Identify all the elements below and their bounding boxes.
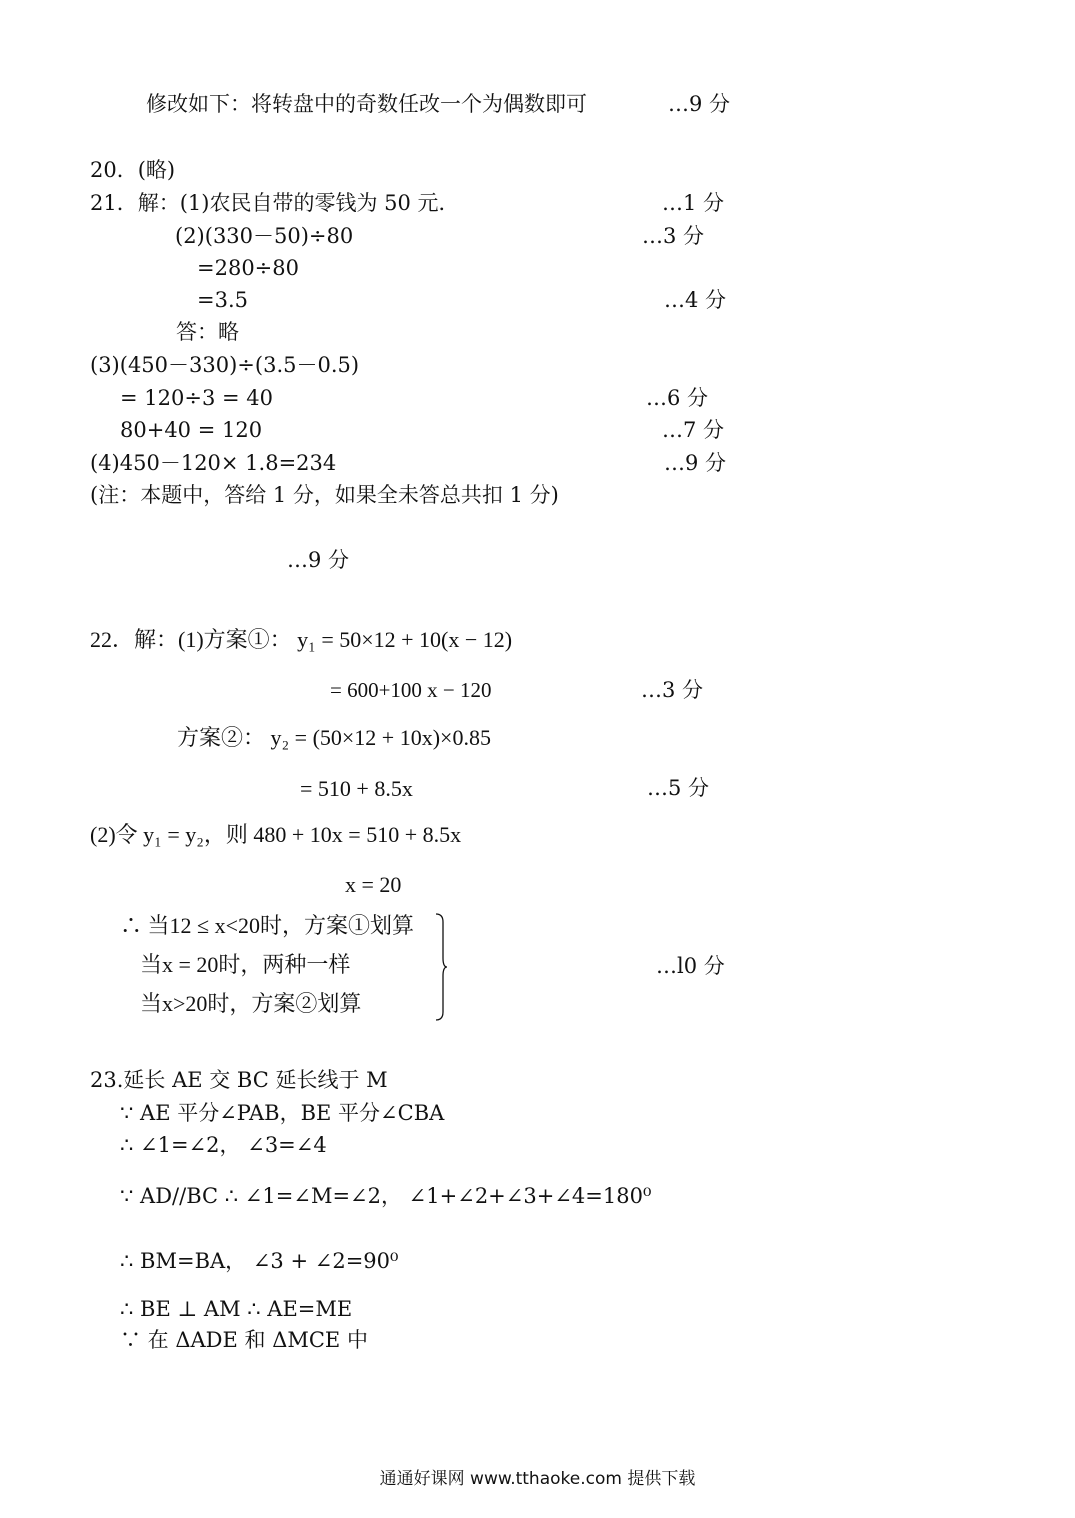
text-line: =3.5 xyxy=(197,288,248,312)
text-line: 修改如下：将转盘中的奇数任改一个为偶数即可 xyxy=(146,92,587,116)
score-mark: …9 分 xyxy=(668,92,731,116)
score-mark: …1 分 xyxy=(662,191,725,215)
score-mark: …7 分 xyxy=(662,418,725,442)
score-mark: …l0 分 xyxy=(656,954,725,978)
text-line: (2)(330－50)÷80 xyxy=(175,224,354,248)
text-line: 当x>20时，方案②划算 xyxy=(140,991,362,1016)
text-line: = 120÷3 = 40 xyxy=(120,386,273,410)
text-line: (2)令 y₁ = y₂，则 480 + 10x = 510 + 8.5x xyxy=(90,822,462,847)
text-line: ∴ 当12 ≤ x<20时，方案①划算 xyxy=(120,913,414,938)
text-line: (3)(450－330)÷(3.5－0.5) xyxy=(90,353,360,377)
text-line: 20．(略) xyxy=(90,158,176,182)
text-line: (4)450－120× 1.8=234 xyxy=(90,451,337,475)
score-mark: …9 分 xyxy=(664,451,727,475)
text-line: 80+40 = 120 xyxy=(120,418,263,442)
text-line: ∴ ∠1=∠2， ∠3=∠4 xyxy=(120,1133,327,1157)
text-line: ∵ AE 平分∠PAB，BE 平分∠CBA xyxy=(120,1101,445,1125)
right-brace xyxy=(434,912,448,1022)
text-line: 23.延长 AE 交 BC 延长线于 M xyxy=(90,1068,388,1092)
text-line: ∵ 在 ΔADE 和 ΔMCE 中 xyxy=(120,1328,368,1352)
text-line: = 510 + 8.5x xyxy=(300,776,413,801)
text-line: (注：本题中，答给 1 分，如果全未答总共扣 1 分) xyxy=(90,483,559,507)
text-line: =280÷80 xyxy=(197,256,299,280)
text-line: 答：略 xyxy=(176,320,239,344)
page-footer: 通通好课网 www.tthaoke.com 提供下载 xyxy=(379,1469,696,1489)
text-line: ∴ BE ⊥ AM ∴ AE=ME xyxy=(120,1297,353,1321)
text-line: x = 20 xyxy=(345,872,402,897)
text-line: 22．解：(1)方案①： y₁ = 50×12 + 10(x − 12) xyxy=(90,627,513,652)
text-line: 当x = 20时，两种一样 xyxy=(140,952,351,977)
score-mark: …5 分 xyxy=(647,776,710,800)
score-mark: …6 分 xyxy=(646,386,709,410)
text-line: 方案②： y₂ = (50×12 + 10x)×0.85 xyxy=(177,725,491,750)
score-mark: …9 分 xyxy=(287,548,350,572)
text-line: ∵ AD//BC ∴ ∠1=∠M=∠2， ∠1+∠2+∠3+∠4=180⁰ xyxy=(120,1184,652,1208)
text-line: 21．解：(1)农民自带的零钱为 50 元． xyxy=(90,191,460,215)
text-line: = 600+100 x − 120 xyxy=(330,678,492,702)
score-mark: …3 分 xyxy=(641,678,704,702)
score-mark: …4 分 xyxy=(664,288,727,312)
text-line: ∴ BM=BA， ∠3 + ∠2=90⁰ xyxy=(120,1249,399,1273)
score-mark: …3 分 xyxy=(642,224,705,248)
